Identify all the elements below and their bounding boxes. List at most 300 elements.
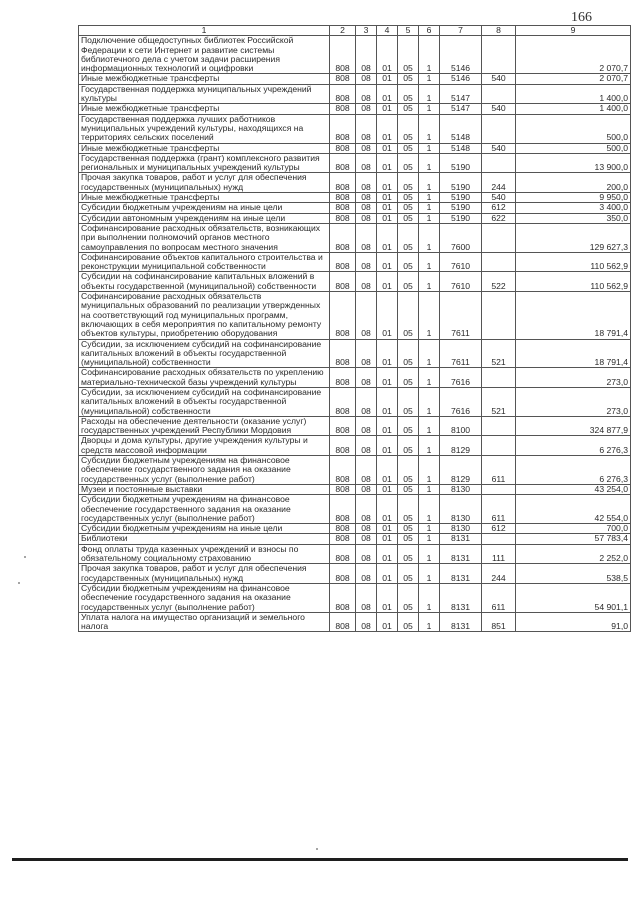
row-ministry-code: 808 [330, 213, 356, 223]
table-row [79, 524, 631, 534]
row-subprogram-code: 1 [419, 173, 440, 193]
row-ministry-code: 808 [330, 252, 356, 272]
row-amount: 350,0 [516, 213, 631, 223]
row-program-code: 05 [398, 534, 419, 544]
row-expense-type [482, 223, 516, 252]
row-amount: 700,0 [516, 524, 631, 534]
row-ministry-code: 808 [330, 173, 356, 193]
row-section-code: 08 [356, 193, 377, 203]
header-col-6: 6 [419, 26, 440, 36]
row-section-code: 08 [356, 272, 377, 292]
row-ministry-code: 808 [330, 524, 356, 534]
header-col-4: 4 [377, 26, 398, 36]
scan-speck [18, 582, 20, 584]
row-subprogram-code: 1 [419, 203, 440, 213]
row-expense-type: 611 [482, 583, 516, 612]
row-subprogram-code: 1 [419, 104, 440, 114]
row-subsection-code: 01 [377, 416, 398, 436]
row-name: Государственная поддержка муниципальных учреждений культуры [79, 84, 330, 104]
row-subprogram-code: 1 [419, 368, 440, 388]
row-target-code: 8100 [440, 416, 482, 436]
row-section-code: 08 [356, 104, 377, 114]
row-name: Подключение общедоступных библиотек Российской Федерации к сети Интернет и развитие системы библиотечного дела с учетом задачи расширения информационных технологий и оцифровки [79, 36, 330, 74]
row-subsection-code: 01 [377, 534, 398, 544]
row-target-code: 7611 [440, 292, 482, 339]
row-program-code: 05 [398, 173, 419, 193]
table-row [79, 193, 631, 203]
row-subsection-code: 01 [377, 339, 398, 368]
row-amount: 2 252,0 [516, 544, 631, 564]
row-amount: 1 400,0 [516, 104, 631, 114]
row-section-code: 08 [356, 173, 377, 193]
row-section-code: 08 [356, 252, 377, 272]
row-ministry-code: 808 [330, 534, 356, 544]
row-amount: 18 791,4 [516, 292, 631, 339]
header-col-2: 2 [330, 26, 356, 36]
row-name: Иные межбюджетные трансферты [79, 143, 330, 153]
row-ministry-code: 808 [330, 153, 356, 173]
row-ministry-code: 808 [330, 544, 356, 564]
row-subsection-code: 01 [377, 252, 398, 272]
row-expense-type [482, 252, 516, 272]
row-target-code: 7610 [440, 252, 482, 272]
row-name: Софинансирование объектов капитального строительства и реконструкции муниципальной собственности [79, 252, 330, 272]
row-program-code: 05 [398, 339, 419, 368]
row-expense-type: 521 [482, 387, 516, 416]
row-name: Прочая закупка товаров, работ и услуг для обеспечения государственных (муниципальных) нужд [79, 173, 330, 193]
row-expense-type: 611 [482, 456, 516, 485]
table-row [79, 223, 631, 252]
row-subprogram-code: 1 [419, 583, 440, 612]
row-expense-type: 521 [482, 339, 516, 368]
row-target-code: 8131 [440, 544, 482, 564]
row-target-code: 8130 [440, 524, 482, 534]
row-target-code: 7600 [440, 223, 482, 252]
row-subsection-code: 01 [377, 387, 398, 416]
row-expense-type [482, 36, 516, 74]
row-amount: 1 400,0 [516, 84, 631, 104]
row-section-code: 08 [356, 456, 377, 485]
row-section-code: 08 [356, 495, 377, 524]
row-target-code: 8131 [440, 583, 482, 612]
row-target-code: 7616 [440, 368, 482, 388]
row-name: Субсидии бюджетным учреждениям на финансовое обеспечение государственного задания на оказание государственных услуг (выполнение работ) [79, 495, 330, 524]
row-subsection-code: 01 [377, 74, 398, 84]
row-subprogram-code: 1 [419, 436, 440, 456]
table-body [79, 36, 631, 632]
row-ministry-code: 808 [330, 484, 356, 494]
row-amount: 13 900,0 [516, 153, 631, 173]
row-program-code: 05 [398, 416, 419, 436]
row-target-code: 5148 [440, 114, 482, 143]
row-program-code: 05 [398, 223, 419, 252]
row-subprogram-code: 1 [419, 484, 440, 494]
table-row [79, 583, 631, 612]
row-target-code: 7616 [440, 387, 482, 416]
row-amount: 6 276,3 [516, 436, 631, 456]
table-row [79, 339, 631, 368]
row-subsection-code: 01 [377, 84, 398, 104]
row-amount: 43 254,0 [516, 484, 631, 494]
table-header-row [79, 26, 631, 36]
row-expense-type: 611 [482, 495, 516, 524]
row-subprogram-code: 1 [419, 213, 440, 223]
row-amount: 200,0 [516, 173, 631, 193]
row-subsection-code: 01 [377, 612, 398, 632]
row-section-code: 08 [356, 524, 377, 534]
row-program-code: 05 [398, 36, 419, 74]
row-amount: 18 791,4 [516, 339, 631, 368]
row-amount: 6 276,3 [516, 456, 631, 485]
row-program-code: 05 [398, 368, 419, 388]
row-name: Субсидии бюджетным учреждениям на финансовое обеспечение государственного задания на оказание государственных услуг (выполнение работ) [79, 456, 330, 485]
row-ministry-code: 808 [330, 84, 356, 104]
row-program-code: 05 [398, 84, 419, 104]
row-program-code: 05 [398, 143, 419, 153]
row-name: Субсидии автономным учреждениям на иные цели [79, 213, 330, 223]
row-subsection-code: 01 [377, 114, 398, 143]
row-name: Фонд оплаты труда казенных учреждений и взносы по обязательному социальному страхованию [79, 544, 330, 564]
row-amount: 42 554,0 [516, 495, 631, 524]
row-program-code: 05 [398, 583, 419, 612]
row-ministry-code: 808 [330, 436, 356, 456]
row-subprogram-code: 1 [419, 495, 440, 524]
row-subsection-code: 01 [377, 223, 398, 252]
row-ministry-code: 808 [330, 193, 356, 203]
row-expense-type: 622 [482, 213, 516, 223]
row-expense-type: 612 [482, 203, 516, 213]
row-section-code: 08 [356, 36, 377, 74]
table-row [79, 272, 631, 292]
row-expense-type: 244 [482, 564, 516, 584]
row-program-code: 05 [398, 252, 419, 272]
row-section-code: 08 [356, 114, 377, 143]
row-target-code: 5190 [440, 203, 482, 213]
row-subsection-code: 01 [377, 583, 398, 612]
row-expense-type: 522 [482, 272, 516, 292]
row-ministry-code: 808 [330, 104, 356, 114]
row-name: Софинансирование расходных обязательств муниципальных образований по реализации утвержденных на соответствующий год муниципальных программ, включающих в себя мероприятия по капитальному ремонту объектов культуры, приобретению оборудования [79, 292, 330, 339]
row-target-code: 5147 [440, 104, 482, 114]
row-section-code: 08 [356, 368, 377, 388]
row-name: Субсидии, за исключением субсидий на софинансирование капитальных вложений в объекты государственной (муниципальной) собственности [79, 339, 330, 368]
table-row [79, 36, 631, 74]
row-name: Прочая закупка товаров, работ и услуг для обеспечения государственных (муниципальных) нужд [79, 564, 330, 584]
row-program-code: 05 [398, 524, 419, 534]
row-expense-type [482, 368, 516, 388]
row-subsection-code: 01 [377, 143, 398, 153]
row-subsection-code: 01 [377, 544, 398, 564]
row-target-code: 8130 [440, 495, 482, 524]
row-expense-type [482, 114, 516, 143]
row-name: Софинансирование расходных обязательств, возникающих при выполнении полномочий органов местного самоуправления по вопросам местного значения [79, 223, 330, 252]
row-subprogram-code: 1 [419, 143, 440, 153]
row-subsection-code: 01 [377, 524, 398, 534]
row-amount: 57 783,4 [516, 534, 631, 544]
row-name: Субсидии бюджетным учреждениям на иные цели [79, 524, 330, 534]
row-target-code: 8131 [440, 612, 482, 632]
row-section-code: 08 [356, 387, 377, 416]
row-program-code: 05 [398, 544, 419, 564]
row-amount: 324 877,9 [516, 416, 631, 436]
row-program-code: 05 [398, 74, 419, 84]
table-row [79, 387, 631, 416]
row-program-code: 05 [398, 104, 419, 114]
row-target-code: 8131 [440, 534, 482, 544]
row-ministry-code: 808 [330, 368, 356, 388]
row-subprogram-code: 1 [419, 564, 440, 584]
header-col-9: 9 [516, 26, 631, 36]
table-row [79, 173, 631, 193]
row-program-code: 05 [398, 114, 419, 143]
row-target-code: 5147 [440, 84, 482, 104]
table-row [79, 104, 631, 114]
budget-table [78, 25, 631, 632]
row-program-code: 05 [398, 213, 419, 223]
row-section-code: 08 [356, 74, 377, 84]
row-subprogram-code: 1 [419, 153, 440, 173]
row-amount: 500,0 [516, 143, 631, 153]
row-subprogram-code: 1 [419, 252, 440, 272]
row-amount: 54 901,1 [516, 583, 631, 612]
row-amount: 273,0 [516, 387, 631, 416]
table-row [79, 368, 631, 388]
row-subprogram-code: 1 [419, 36, 440, 74]
row-amount: 129 627,3 [516, 223, 631, 252]
row-subsection-code: 01 [377, 292, 398, 339]
row-subsection-code: 01 [377, 193, 398, 203]
row-ministry-code: 808 [330, 114, 356, 143]
row-amount: 500,0 [516, 114, 631, 143]
row-name: Библиотеки [79, 534, 330, 544]
row-subprogram-code: 1 [419, 292, 440, 339]
row-name: Софинансирование расходных обязательств по укреплению материально-технической базы учреждений культуры [79, 368, 330, 388]
row-amount: 2 070,7 [516, 74, 631, 84]
row-program-code: 05 [398, 272, 419, 292]
row-section-code: 08 [356, 223, 377, 252]
row-program-code: 05 [398, 495, 419, 524]
table-row [79, 612, 631, 632]
table-row [79, 292, 631, 339]
table-row [79, 252, 631, 272]
row-target-code: 5148 [440, 143, 482, 153]
table-row [79, 213, 631, 223]
table-row [79, 74, 631, 84]
row-expense-type [482, 484, 516, 494]
row-name: Субсидии, за исключением субсидий на софинансирование капитальных вложений в объекты государственной (муниципальной) собственности [79, 387, 330, 416]
row-target-code: 5190 [440, 193, 482, 203]
row-ministry-code: 808 [330, 564, 356, 584]
row-ministry-code: 808 [330, 223, 356, 252]
row-amount: 91,0 [516, 612, 631, 632]
row-name: Государственная поддержка лучших работников муниципальных учреждений культуры, находящихся на территориях сельских поселений [79, 114, 330, 143]
row-ministry-code: 808 [330, 339, 356, 368]
row-target-code: 7610 [440, 272, 482, 292]
row-section-code: 08 [356, 612, 377, 632]
row-target-code: 7611 [440, 339, 482, 368]
row-target-code: 8130 [440, 484, 482, 494]
row-amount: 273,0 [516, 368, 631, 388]
row-subsection-code: 01 [377, 456, 398, 485]
table-row [79, 564, 631, 584]
header-col-1: 1 [79, 26, 330, 36]
row-target-code: 8129 [440, 436, 482, 456]
row-program-code: 05 [398, 387, 419, 416]
row-section-code: 08 [356, 153, 377, 173]
row-expense-type [482, 534, 516, 544]
row-subsection-code: 01 [377, 104, 398, 114]
row-subprogram-code: 1 [419, 339, 440, 368]
row-section-code: 08 [356, 416, 377, 436]
table-row [79, 436, 631, 456]
row-subsection-code: 01 [377, 213, 398, 223]
row-expense-type: 612 [482, 524, 516, 534]
row-ministry-code: 808 [330, 36, 356, 74]
row-subsection-code: 01 [377, 564, 398, 584]
row-section-code: 08 [356, 436, 377, 456]
row-program-code: 05 [398, 203, 419, 213]
row-section-code: 08 [356, 339, 377, 368]
row-expense-type [482, 84, 516, 104]
row-ministry-code: 808 [330, 143, 356, 153]
row-name: Дворцы и дома культуры, другие учреждения культуры и средств массовой информации [79, 436, 330, 456]
row-target-code: 8129 [440, 456, 482, 485]
row-section-code: 08 [356, 292, 377, 339]
row-expense-type [482, 153, 516, 173]
table-row [79, 534, 631, 544]
row-subsection-code: 01 [377, 368, 398, 388]
row-name: Иные межбюджетные трансферты [79, 104, 330, 114]
row-program-code: 05 [398, 612, 419, 632]
row-program-code: 05 [398, 456, 419, 485]
row-program-code: 05 [398, 484, 419, 494]
row-section-code: 08 [356, 534, 377, 544]
row-amount: 3 400,0 [516, 203, 631, 213]
row-expense-type: 111 [482, 544, 516, 564]
row-subprogram-code: 1 [419, 416, 440, 436]
row-name: Иные межбюджетные трансферты [79, 193, 330, 203]
row-expense-type [482, 416, 516, 436]
row-section-code: 08 [356, 213, 377, 223]
header-col-5: 5 [398, 26, 419, 36]
row-expense-type: 540 [482, 104, 516, 114]
row-subsection-code: 01 [377, 436, 398, 456]
table-row [79, 456, 631, 485]
table-row [79, 416, 631, 436]
row-section-code: 08 [356, 484, 377, 494]
row-subsection-code: 01 [377, 153, 398, 173]
row-name: Уплата налога на имущество организаций и земельного налога [79, 612, 330, 632]
row-target-code: 8131 [440, 564, 482, 584]
row-program-code: 05 [398, 436, 419, 456]
row-subsection-code: 01 [377, 484, 398, 494]
row-ministry-code: 808 [330, 456, 356, 485]
row-subprogram-code: 1 [419, 193, 440, 203]
row-expense-type: 244 [482, 173, 516, 193]
row-name: Расходы на обеспечение деятельности (оказание услуг) государственных учреждений Республики Мордовия [79, 416, 330, 436]
row-name: Иные межбюджетные трансферты [79, 74, 330, 84]
row-target-code: 5190 [440, 173, 482, 193]
table-row [79, 484, 631, 494]
scan-speck [316, 848, 318, 850]
row-name: Субсидии бюджетным учреждениям на финансовое обеспечение государственного задания на оказание государственных услуг (выполнение работ) [79, 583, 330, 612]
row-subprogram-code: 1 [419, 387, 440, 416]
row-name: Государственная поддержка (грант) комплексного развития региональных и муниципальных учреждений культуры [79, 153, 330, 173]
row-expense-type: 540 [482, 74, 516, 84]
row-ministry-code: 808 [330, 272, 356, 292]
row-section-code: 08 [356, 143, 377, 153]
row-section-code: 08 [356, 544, 377, 564]
row-subsection-code: 01 [377, 495, 398, 524]
row-section-code: 08 [356, 203, 377, 213]
row-ministry-code: 808 [330, 203, 356, 213]
row-section-code: 08 [356, 564, 377, 584]
row-ministry-code: 808 [330, 74, 356, 84]
row-program-code: 05 [398, 153, 419, 173]
row-section-code: 08 [356, 583, 377, 612]
table-row [79, 153, 631, 173]
row-ministry-code: 808 [330, 583, 356, 612]
row-ministry-code: 808 [330, 387, 356, 416]
row-subprogram-code: 1 [419, 544, 440, 564]
row-subprogram-code: 1 [419, 524, 440, 534]
row-subsection-code: 01 [377, 36, 398, 74]
table-row [79, 495, 631, 524]
row-amount: 110 562,9 [516, 272, 631, 292]
table-row [79, 114, 631, 143]
table-row [79, 143, 631, 153]
row-program-code: 05 [398, 292, 419, 339]
row-subsection-code: 01 [377, 272, 398, 292]
row-expense-type [482, 292, 516, 339]
table-row [79, 84, 631, 104]
row-expense-type: 851 [482, 612, 516, 632]
table-row [79, 203, 631, 213]
row-subprogram-code: 1 [419, 114, 440, 143]
row-ministry-code: 808 [330, 416, 356, 436]
row-target-code: 5190 [440, 153, 482, 173]
row-subprogram-code: 1 [419, 84, 440, 104]
row-amount: 538,5 [516, 564, 631, 584]
row-target-code: 5146 [440, 74, 482, 84]
row-ministry-code: 808 [330, 495, 356, 524]
header-col-3: 3 [356, 26, 377, 36]
row-name: Музеи и постоянные выставки [79, 484, 330, 494]
row-subprogram-code: 1 [419, 272, 440, 292]
row-name: Субсидии на софинансирование капитальных вложений в объекты государственной (муниципальной) собственности [79, 272, 330, 292]
row-ministry-code: 808 [330, 292, 356, 339]
row-program-code: 05 [398, 564, 419, 584]
row-subsection-code: 01 [377, 203, 398, 213]
table-row [79, 544, 631, 564]
row-subprogram-code: 1 [419, 223, 440, 252]
row-name: Субсидии бюджетным учреждениям на иные цели [79, 203, 330, 213]
scan-speck [24, 556, 26, 558]
row-expense-type [482, 436, 516, 456]
row-program-code: 05 [398, 193, 419, 203]
row-target-code: 5146 [440, 36, 482, 74]
row-amount: 9 950,0 [516, 193, 631, 203]
row-ministry-code: 808 [330, 612, 356, 632]
row-section-code: 08 [356, 84, 377, 104]
row-expense-type: 540 [482, 193, 516, 203]
row-target-code: 5190 [440, 213, 482, 223]
header-col-7: 7 [440, 26, 482, 36]
footer-rule [12, 858, 628, 861]
row-subprogram-code: 1 [419, 456, 440, 485]
row-amount: 2 070,7 [516, 36, 631, 74]
page-number: 166 [571, 10, 592, 25]
